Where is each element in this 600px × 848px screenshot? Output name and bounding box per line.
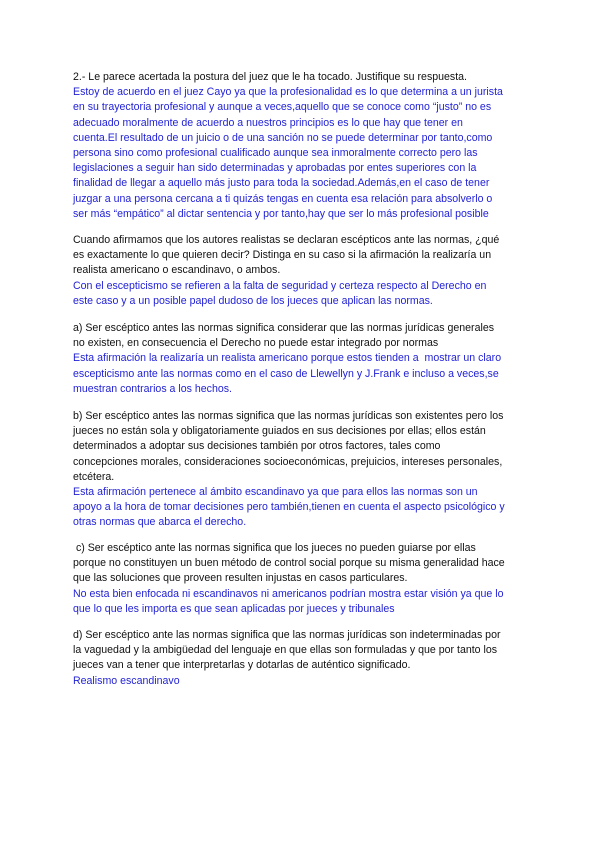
question-text: b) Ser escéptico antes las normas significa que las normas jurídicas son existentes pero los jueces no están sola y obligatoriamente guiados en sus decisiones por ellas; ellos están determinados a adoptar sus decisiones también por otros factores, tales como concepciones morales, consideraciones socioeconómicas, prejuicios, intereses personales, etcétera. [73,410,504,483]
section-c [73,541,533,617]
section-question-2 [73,70,533,222]
section-b [73,409,533,531]
answer-text: Con el escepticismo se refieren a la falta de seguridad y certeza respecto al Derecho en este caso y a un posible papel dudoso de los jueces que aplican las normas. [73,279,487,307]
section-a [73,321,533,397]
question-text: Cuando afirmamos que los autores realistas se declaran escépticos ante las normas, ¿qué es exactamente lo que quieren decir? Distinga en su caso si la afirmación la realizaría un realista americano o escandinavo, o ambos. [73,234,500,277]
section-d [73,628,533,689]
question-text: 2.- Le parece acertada la postura del juez que le ha tocado. Justifique su respuesta. [73,71,467,83]
answer-text: No esta bien enfocada ni escandinavos ni americanos podrían mostra estar visión ya que lo que lo que les importa es que sean aplicadas por jueces y tribunales [73,587,504,615]
question-text: c) Ser escéptico ante las normas significa que los jueces no pueden guiarse por ellas porque no constituyen un buen método de control social porque su misma generalidad hace que las soluciones que proveen resulten injustas en casos particulares. [73,542,505,585]
answer-text: Estoy de acuerdo en el juez Cayo ya que la profesionalidad es lo que determina a un jurista en su trayectoria profesional y aunque a veces,aquello que se conoce como “justo” no es adecuado moralmente de acuerdo a nuestros principios es lo que hay que tener en cuenta.El resultado de un juicio o de una sanción no se puede determinar por tanto,como persona sino como profesional cualificado aunque sea inmoralmente correcto pero las legislaciones a seguir han sido determinadas y aprobadas por entes superiores con la finalidad de llegar a aquello más justo para toda la sociedad.Además,en el caso de tener juzgar a una persona cercana a ti quizás tengas en cuenta esa relación para absolverlo o ser más “empático” al dictar sentencia y por tanto,hay que ser lo más profesional posible [73,86,503,220]
question-text: d) Ser escéptico ante las normas significa que las normas jurídicas son indeterminadas por la vaguedad y la ambigüedad del lenguaje en que ellas son formuladas y que por tanto los jueces van a tener que interpretarlas y dotarlas de auténtico significado. [73,629,501,672]
section-escepticos [73,233,533,309]
question-text: a) Ser escéptico antes las normas significa considerar que las normas jurídicas generales no existen, en consecuencia el Derecho no puede estar integrado por normas [73,322,495,350]
answer-text: Realismo escandinavo [73,674,180,687]
answer-text: Esta afirmación pertenece al ámbito escandinavo ya que para ellos las normas son un apoyo a la hora de tomar decisiones pero también,tienen en cuenta el aspecto psicológico y otras normas que abarca el derecho. [73,486,505,529]
answer-text: Esta afirmación la realizaría un realista americano porque estos tienden a mostrar un claro escepticismo ante las normas como en el caso de Llewellyn y J.Frank e incluso a veces,se muestran contrarios a los hechos. [73,352,502,395]
